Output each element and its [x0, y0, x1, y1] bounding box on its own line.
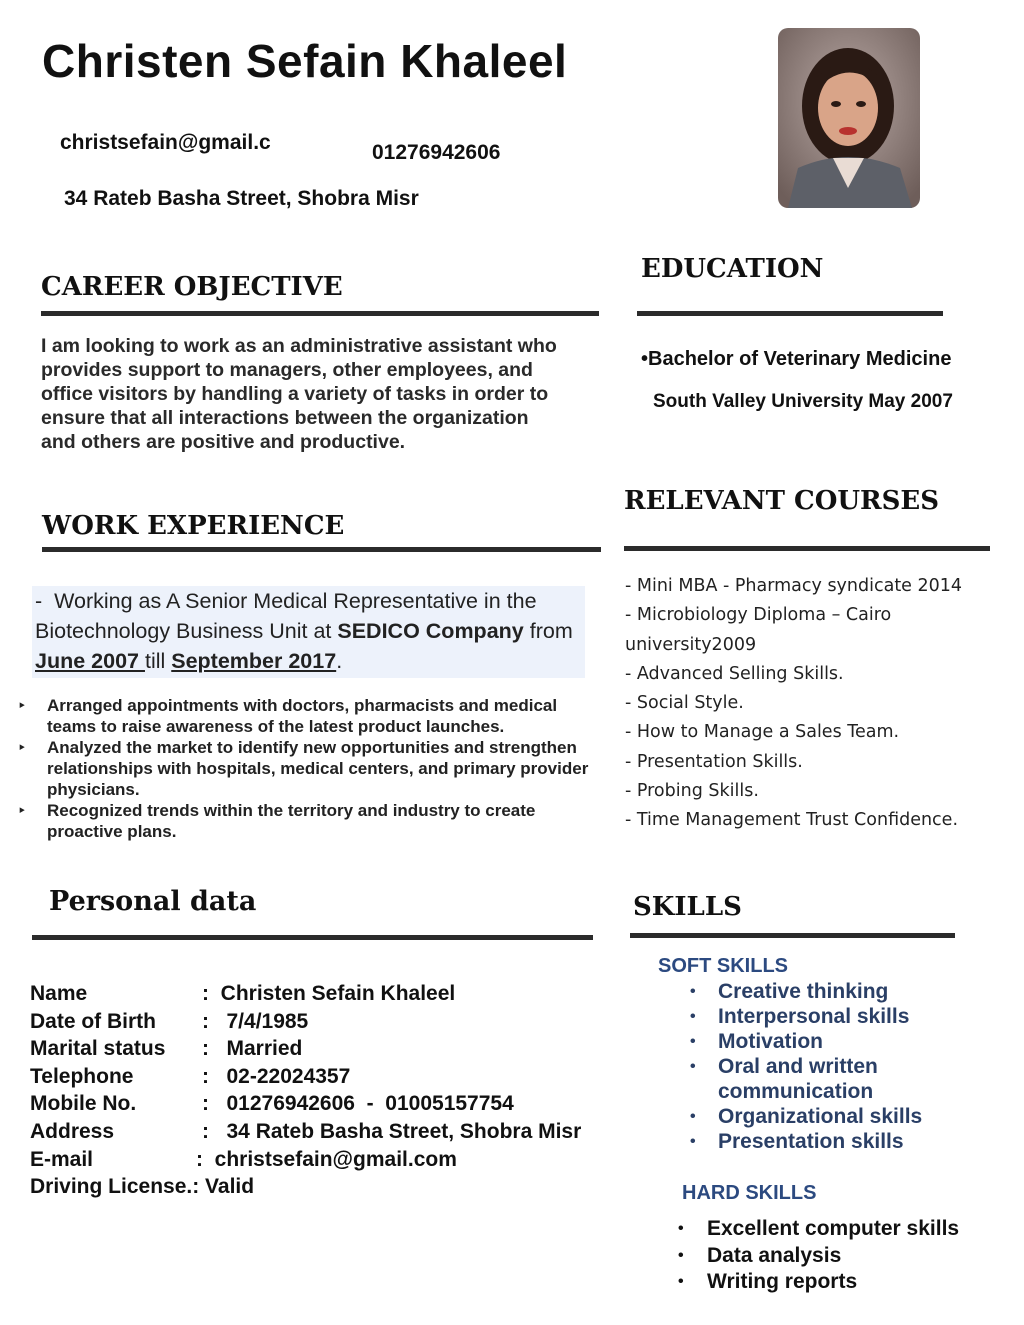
field-label: E-mail	[30, 1147, 94, 1171]
portrait-image	[778, 28, 920, 208]
work-experience-summary	[32, 586, 585, 678]
courses-list	[625, 572, 1005, 836]
field-value: : 7/4/1985	[202, 1009, 309, 1033]
hard-skills-heading: HARD SKILLS	[682, 1182, 817, 1204]
list-item: - Mini MBA - Pharmacy syndicate 2014	[625, 576, 963, 596]
list-item	[690, 1004, 990, 1029]
bullet-icon: •	[690, 1133, 696, 1150]
list-item	[18, 800, 608, 842]
soft-skills-list	[690, 979, 990, 1154]
career-objective-title: CAREER OBJECTIVE	[41, 272, 343, 302]
list-item: - Presentation Skills.	[625, 751, 803, 772]
list-item	[690, 1129, 990, 1154]
skill-text: Organizational skills	[718, 1105, 923, 1128]
education-degree: •Bachelor of Veterinary Medicine	[641, 348, 952, 370]
field-value: : christsefain@gmail.com	[196, 1147, 457, 1171]
education-school: South Valley University May 2007	[653, 391, 953, 412]
relevant-courses-title: RELEVANT COURSES	[624, 486, 940, 516]
section-divider	[32, 935, 593, 940]
section-divider	[42, 547, 601, 552]
work-end-date: September 2017	[171, 649, 337, 673]
field-label: Telephone	[30, 1064, 134, 1088]
career-objective-text: I am looking to work as an administrative assistant who provides support to managers, other employees, and office visitors by handling a variety of tasks in order to ensure that all interactions between the organization and others are positive and productive.	[41, 335, 557, 453]
list-item	[690, 1054, 990, 1104]
section-divider	[624, 546, 990, 551]
list-item	[678, 1243, 998, 1270]
soft-skills-heading: SOFT SKILLS	[658, 955, 788, 977]
driving-license-text: Driving License.: Valid	[30, 1175, 255, 1199]
skill-text: Creative thinking	[718, 980, 889, 1003]
list-item	[690, 1029, 990, 1054]
section-divider	[41, 311, 599, 316]
bullet-icon: •	[690, 1058, 696, 1075]
field-value: : 02-22024357	[202, 1064, 351, 1088]
work-start-date: June 2007	[35, 649, 145, 673]
bullet-icon: •	[678, 1220, 684, 1237]
work-till: till	[144, 649, 172, 673]
phone-text: 01276942606	[372, 141, 501, 164]
field-value: : 01276942606 - 01005157754	[202, 1092, 514, 1116]
list-item	[18, 737, 608, 800]
company-name: SEDICO Company	[337, 619, 524, 643]
field-label: Name	[30, 982, 88, 1005]
list-item: - Probing Skills.	[625, 781, 759, 802]
work-experience-title: WORK EXPERIENCE	[42, 511, 345, 541]
list-item: - Microbiology Diploma – Cairo university2009	[625, 605, 892, 655]
field-value: : Married	[202, 1037, 303, 1061]
bullet-icon: •	[678, 1246, 684, 1264]
bullet-icon: •	[678, 1273, 684, 1290]
email-text: christsefain@gmail.c	[60, 131, 271, 154]
list-item	[690, 979, 990, 1004]
skill-text: Writing reports	[707, 1270, 858, 1293]
list-item	[690, 1104, 990, 1129]
personal-data-title: Personal data	[49, 886, 257, 917]
resume-name: Christen Sefain Khaleel	[42, 35, 568, 87]
list-item: - Social Style.	[625, 693, 744, 714]
bullet-icon: •	[690, 1008, 696, 1025]
list-item: - How to Manage a Sales Team.	[625, 722, 900, 743]
section-divider	[637, 311, 943, 316]
bullet-icon: •	[690, 1033, 696, 1050]
skill-text: Oral and written communication	[718, 1055, 878, 1103]
address-text: 34 Rateb Basha Street, Shobra Misr	[64, 187, 419, 210]
list-item	[678, 1269, 998, 1296]
list-item: - Advanced Selling Skills.	[625, 663, 844, 684]
work-intro: - Working as A Senior Medical Representative in the Biotechnology Business Unit at	[35, 589, 543, 643]
skill-text: Motivation	[718, 1030, 823, 1053]
bullet-icon: •	[690, 1108, 696, 1125]
duty-text: Arranged appointments with doctors, pharmacists and medical teams to raise awareness of the latest product launches.	[47, 696, 558, 736]
field-label: Mobile No.	[30, 1092, 137, 1116]
duty-text: Analyzed the market to identify new opportunities and strengthen relationships with hospitals, medical centers, and primary provider physicians.	[47, 738, 589, 799]
skill-text: Presentation skills	[718, 1130, 904, 1153]
skill-text: Data analysis	[707, 1243, 842, 1267]
field-value: : Christen Sefain Khaleel	[202, 982, 456, 1005]
bullet-icon: •	[690, 983, 696, 1000]
field-label: Date of Birth	[30, 1009, 156, 1033]
duty-text: Recognized trends within the territory and industry to create proactive plans.	[47, 801, 536, 841]
skills-title: SKILLS	[633, 892, 742, 922]
arrow-bullet-icon: ‣	[18, 698, 26, 713]
profile-photo	[778, 28, 920, 208]
field-label: Address	[30, 1119, 115, 1143]
arrow-bullet-icon: ‣	[18, 740, 26, 755]
work-from: from	[523, 619, 579, 643]
skill-text: Excellent computer skills	[707, 1217, 960, 1240]
field-value: : 34 Rateb Basha Street, Shobra Misr	[202, 1119, 582, 1143]
arrow-bullet-icon: ‣	[18, 803, 26, 818]
section-divider	[630, 933, 955, 938]
education-title: EDUCATION	[641, 254, 824, 284]
field-label: Marital status	[30, 1037, 166, 1061]
hard-skills-list	[678, 1216, 998, 1296]
list-item: - Time Management Trust Confidence.	[625, 810, 959, 831]
list-item	[678, 1216, 998, 1243]
work-period: .	[336, 649, 343, 673]
list-item	[18, 695, 608, 737]
work-duties-list	[18, 695, 608, 842]
skill-text: Interpersonal skills	[718, 1005, 910, 1028]
